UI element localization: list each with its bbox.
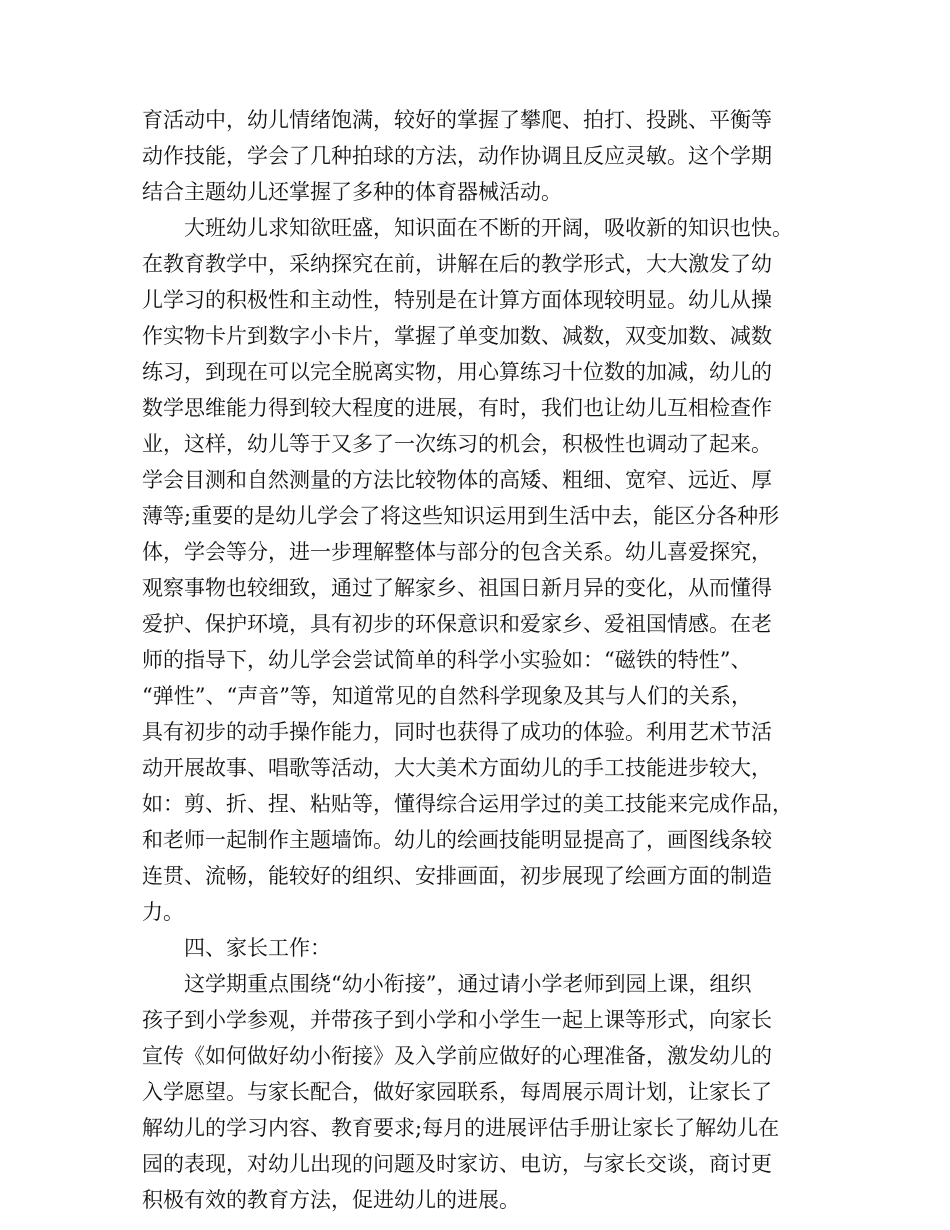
text-line: 孩子到小学参观，并带孩子到小学和小学生一起上课等形式，向家长 <box>142 1008 772 1032</box>
text-line: 作实物卡片到数字小卡片，掌握了单变加数、减数，双变加数、减数 <box>142 324 772 348</box>
text-line: 结合主题幼儿还掌握了多种的体育器械活动。 <box>142 180 562 204</box>
text-line: 如：剪、折、捏、粘贴等，懂得综合运用学过的美工技能来完成作品， <box>142 792 793 816</box>
text-line: 和老师一起制作主题墙饰。幼儿的绘画技能明显提高了，画图线条较 <box>142 828 772 852</box>
text-line: 在教育教学中，采纳探究在前，讲解在后的教学形式，大大激发了幼 <box>142 252 772 276</box>
text-line: 爱护、保护环境，具有初步的环保意识和爱家乡、爱祖国情感。在老 <box>142 612 772 636</box>
paragraph-start-line: 大班幼儿求知欲旺盛，知识面在不断的开阔，吸收新的知识也快。 <box>184 216 793 240</box>
text-line: 具有初步的动手操作能力，同时也获得了成功的体验。利用艺术节活 <box>142 720 772 744</box>
text-line: 薄等;重要的是幼儿学会了将这些知识运用到生活中去，能区分各种形 <box>142 504 780 528</box>
text-line: 宣传《如何做好幼小衔接》及入学前应做好的心理准备，激发幼儿的 <box>142 1044 772 1068</box>
text-line: “弹性”、“声音”等，知道常见的自然科学现象及其与人们的关系， <box>142 684 752 708</box>
text-line: 业，这样，幼儿等于又多了一次练习的机会，积极性也调动了起来。 <box>142 432 772 456</box>
text-line: 连贯、流畅，能较好的组织、安排画面，初步展现了绘画方面的制造 <box>142 864 772 888</box>
text-line: 体，学会等分，进一步理解整体与部分的包含关系。幼儿喜爱探究， <box>142 540 772 564</box>
text-line: 育活动中，幼儿情绪饱满，较好的掌握了攀爬、拍打、投跳、平衡等 <box>142 108 772 132</box>
text-line: 观察事物也较细致，通过了解家乡、祖国日新月异的变化，从而懂得 <box>142 576 772 600</box>
text-line: 儿学习的积极性和主动性，特别是在计算方面体现较明显。幼儿从操 <box>142 288 772 312</box>
text-line: 积极有效的教育方法，促进幼儿的进展。 <box>142 1188 520 1212</box>
text-line: 数学思维能力得到较大程度的进展，有时，我们也让幼儿互相检查作 <box>142 396 772 420</box>
section-heading: 四、家长工作： <box>184 936 331 960</box>
text-line: 园的表现，对幼儿出现的问题及时家访、电访，与家长交谈，商讨更 <box>142 1152 772 1176</box>
text-line: 解幼儿的学习内容、教育要求;每月的进展评估手册让家长了解幼儿在 <box>142 1116 780 1140</box>
paragraph-start-line: 这学期重点围绕“幼小衔接”，通过请小学老师到园上课，组织 <box>184 972 752 996</box>
document-body <box>142 102 814 1218</box>
text-line: 入学愿望。与家长配合，做好家园联系，每周展示周计划，让家长了 <box>142 1080 772 1104</box>
text-line: 练习，到现在可以完全脱离实物，用心算练习十位数的加减，幼儿的 <box>142 360 772 384</box>
text-line: 动作技能，学会了几种拍球的方法，动作协调且反应灵敏。这个学期 <box>142 144 772 168</box>
text-line: 师的指导下，幼儿学会尝试简单的科学小实验如：“磁铁的特性”、 <box>142 648 752 672</box>
text-line: 力。 <box>142 900 184 924</box>
text-line: 动开展故事、唱歌等活动，大大美术方面幼儿的手工技能进步较大， <box>142 756 772 780</box>
text-line: 学会目测和自然测量的方法比较物体的高矮、粗细、宽窄、远近、厚 <box>142 468 772 492</box>
